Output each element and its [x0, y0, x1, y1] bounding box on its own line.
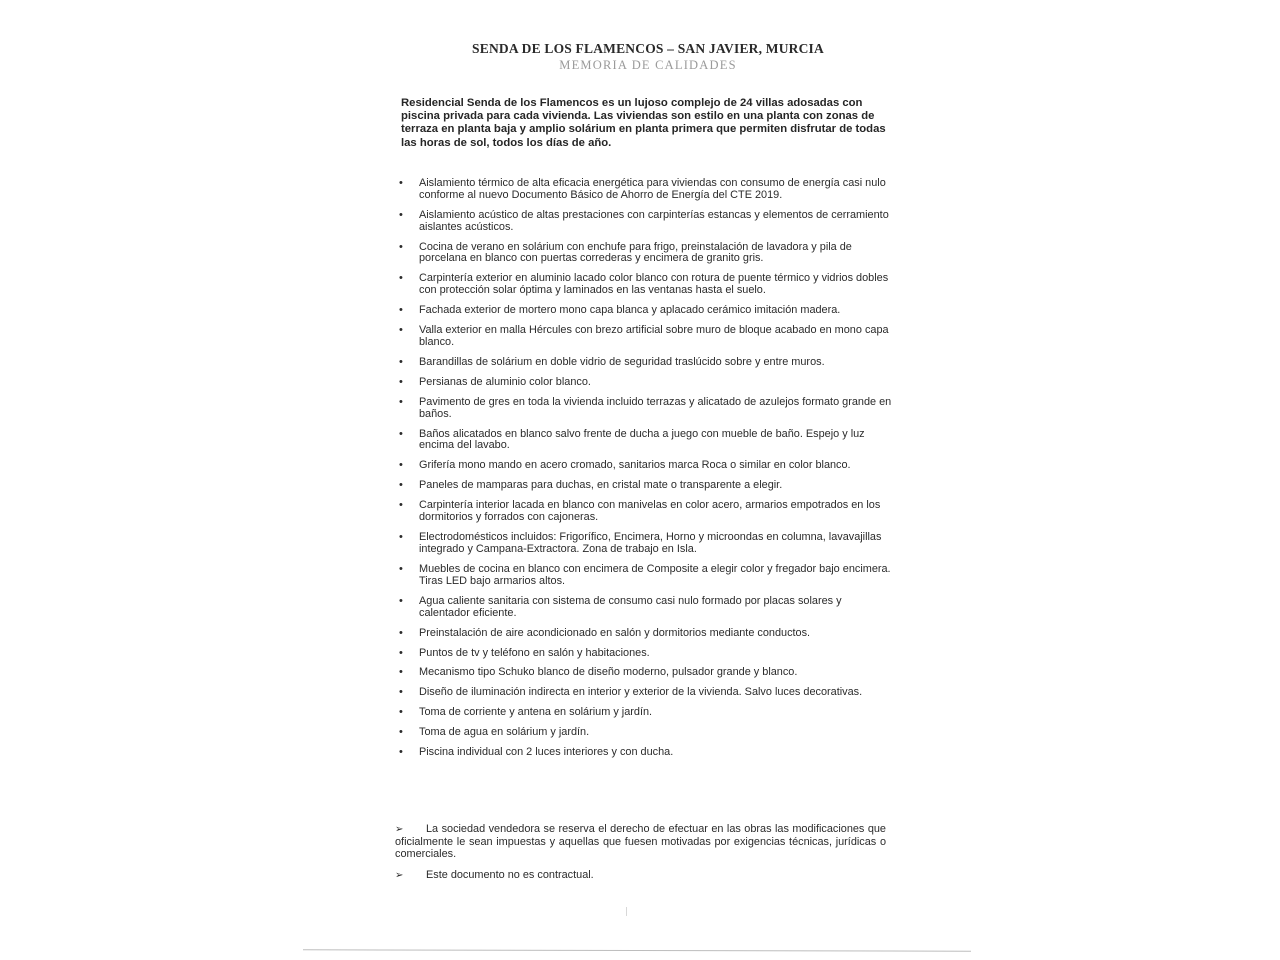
intro-paragraph: Residencial Senda de los Flamencos es un lujoso complejo de 24 villas adosadas con piscina privada para cada vivienda. Las viviendas son estilo en una planta con zonas de terraza en planta baja y amplio solárium en planta primera que permiten disfrutar de todas las horas de sol, todos los días de año. — [401, 97, 886, 149]
list-item: • Electrodomésticos incluidos: Frigorífico, Encimera, Horno y microondas en columna, lavavajillas integrado y Campana-Extractora. Zona de trabajo en Isla. — [397, 532, 892, 556]
features-list — [397, 178, 892, 767]
list-item: • Muebles de cocina en blanco con encimera de Composite a elegir color y fregador bajo encimera. Tiras LED bajo armarios altos. — [397, 564, 892, 588]
arrow-bullet-icon: ➢ — [395, 824, 404, 835]
list-item: • Piscina individual con 2 luces interiores y con ducha. — [397, 747, 892, 759]
list-item: • Baños alicatados en blanco salvo frente de ducha a juego con mueble de baño. Espejo y luz encima del lavabo. — [397, 429, 892, 453]
arrow-bullet-icon: ➢ — [395, 870, 404, 881]
list-item: • Toma de corriente y antena en solárium y jardín. — [397, 707, 892, 719]
document-title: SENDA DE LOS FLAMENCOS – SAN JAVIER, MURCIA — [472, 41, 824, 56]
list-item: • Grifería mono mando en acero cromado, sanitarios marca Roca o similar en color blanco. — [397, 460, 892, 472]
note-text: Este documento no es contractual. — [426, 869, 594, 881]
note-item — [395, 869, 886, 882]
document-subtitle: MEMORIA DE CALIDADES — [559, 58, 737, 72]
page-edge-line — [303, 949, 971, 951]
list-item: • Mecanismo tipo Schuko blanco de diseño moderno, pulsador grande y blanco. — [397, 667, 892, 679]
list-item: • Valla exterior en malla Hércules con brezo artificial sobre muro de bloque acabado en mono capa blanco. — [397, 325, 892, 349]
list-item: • Preinstalación de aire acondicionado en salón y dormitorios mediante conductos. — [397, 628, 892, 640]
list-item: • Toma de agua en solárium y jardín. — [397, 727, 892, 739]
list-item: • Pavimento de gres en toda la vivienda incluido terrazas y alicatado de azulejos formato grande en baños. — [397, 397, 892, 421]
list-item: • Puntos de tv y teléfono en salón y habitaciones. — [397, 648, 892, 660]
scan-artifact — [626, 907, 627, 916]
list-item: • Cocina de verano en solárium con enchufe para frigo, preinstalación de lavadora y pila de porcelana en blanco con puertas correderas y encimera de granito gris. — [397, 242, 892, 266]
list-item: • Carpintería interior lacada en blanco con manivelas en color acero, armarios empotrados en los dormitorios y forrados con cajoneras. — [397, 500, 892, 524]
list-item: • Aislamiento acústico de altas prestaciones con carpinterías estancas y elementos de cerramiento aislantes acústicos. — [397, 210, 892, 234]
list-item: • Fachada exterior de mortero mono capa blanca y aplacado cerámico imitación madera. — [397, 305, 892, 317]
list-item: • Agua caliente sanitaria con sistema de consumo casi nulo formado por placas solares y calentador eficiente. — [397, 596, 892, 620]
list-item: • Diseño de iluminación indirecta en interior y exterior de la vivienda. Salvo luces decorativas. — [397, 687, 892, 699]
list-item: • Carpintería exterior en aluminio lacado color blanco con rotura de puente térmico y vidrios dobles con protección solar óptima y laminados en las ventanas hasta el suelo. — [397, 273, 892, 297]
note-text: La sociedad vendedora se reserva el derecho de efectuar en las obras las modificaciones que oficialmente le sean impuestas y aquellas que fuesen motivadas por exigencias técnicas, jurídicas o comerciales. — [395, 823, 886, 860]
note-item — [395, 823, 886, 860]
list-item: • Barandillas de solárium en doble vidrio de seguridad traslúcido sobre y entre muros. — [397, 357, 892, 369]
list-item: • Persianas de aluminio color blanco. — [397, 377, 892, 389]
list-item: • Paneles de mamparas para duchas, en cristal mate o transparente a elegir. — [397, 480, 892, 492]
list-item: • Aislamiento térmico de alta eficacia energética para viviendas con consumo de energía casi nulo conforme al nuevo Documento Básico de Ahorro de Energía del CTE 2019. — [397, 178, 892, 202]
notes-section — [395, 823, 886, 891]
